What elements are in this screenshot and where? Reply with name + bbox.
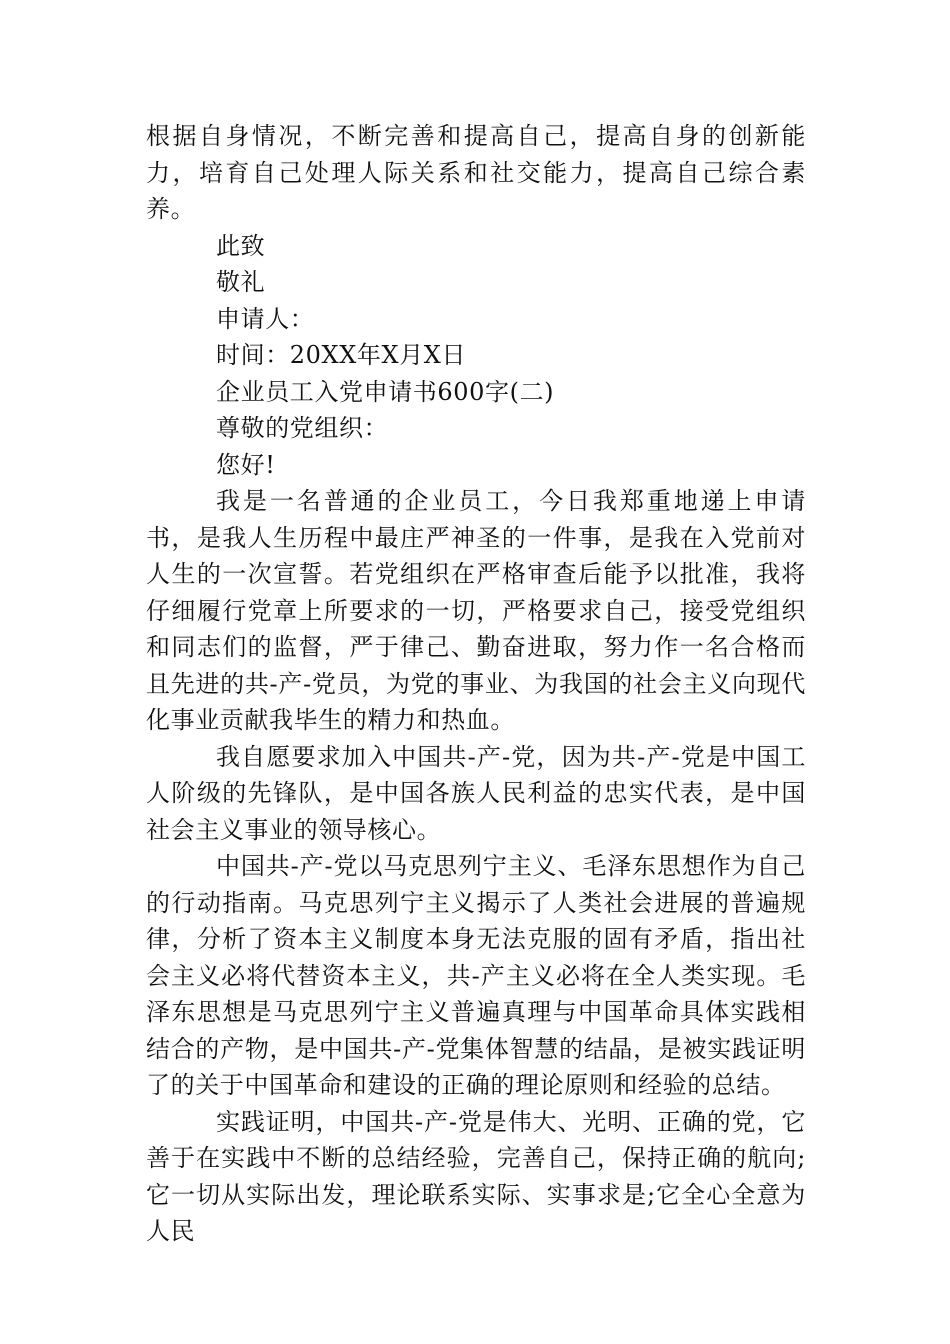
paragraph-continuation: 根据自身情况，不断完善和提高自己，提高自身的创新能力，培育自己处理人际关系和社交能力，提高自己综合素养。 [146,122,806,223]
closing-salutation: 此致 [216,231,266,260]
date-line: 时间：20XX年X月X日 [216,341,467,369]
addressee-line: 尊敬的党组织： [216,414,389,442]
applicant-line: 申请人： [216,304,315,333]
body-paragraph: 我自愿要求加入中国共-产-党，因为共-产-党是中国工人阶级的先锋队，是中国各族人民利益的忠实代表，是中国社会主义事业的领导核心。 [146,742,806,844]
section-title: 企业员工入党申请书600字(二) [216,377,555,406]
body-paragraph: 中国共-产-党以马克思列宁主义、毛泽东思想作为自己的行动指南。马克思列宁主义揭示了人类社会进展的普遍规律，分析了资本主义制度本身无法克服的固有矛盾，指出社会主义必将代替资本主义，共-产主义必将在全人类实现。毛泽东思想是马克思列宁主义普遍真理与中国革命具体实践相结合的产物，是中国共-产-党集体智慧的结晶，是被实践证明了的关于中国革命和建设的正确的理论原则和经验的总结。 [146,852,806,1099]
greeting-line: 您好! [216,450,276,479]
closing-regards: 敬礼 [216,268,266,296]
body-paragraph: 实践证明，中国共-产-党是伟大、光明、正确的党，它善于在实践中不断的总结经验，完善自己，保持正确的航向;它一切从实际出发，理论联系实际、实事求是;它全心全意为人民 [146,1107,806,1245]
document-body [146,118,806,1250]
body-paragraph: 我是一名普通的企业员工，今日我郑重地递上申请书，是我人生历程中最庄严神圣的一件事，是我在入党前对人生的一次宣誓。若党组织在严格审查后能予以批准，我将仔细履行党章上所要求的一切，严格要求自己，接受党组织和同志们的监督，严于律己、勤奋进取，努力作一名合格而且先进的共-产-党员，为党的事业、为我国的社会主义向现代化事业贡献我毕生的精力和热血。 [146,487,806,734]
